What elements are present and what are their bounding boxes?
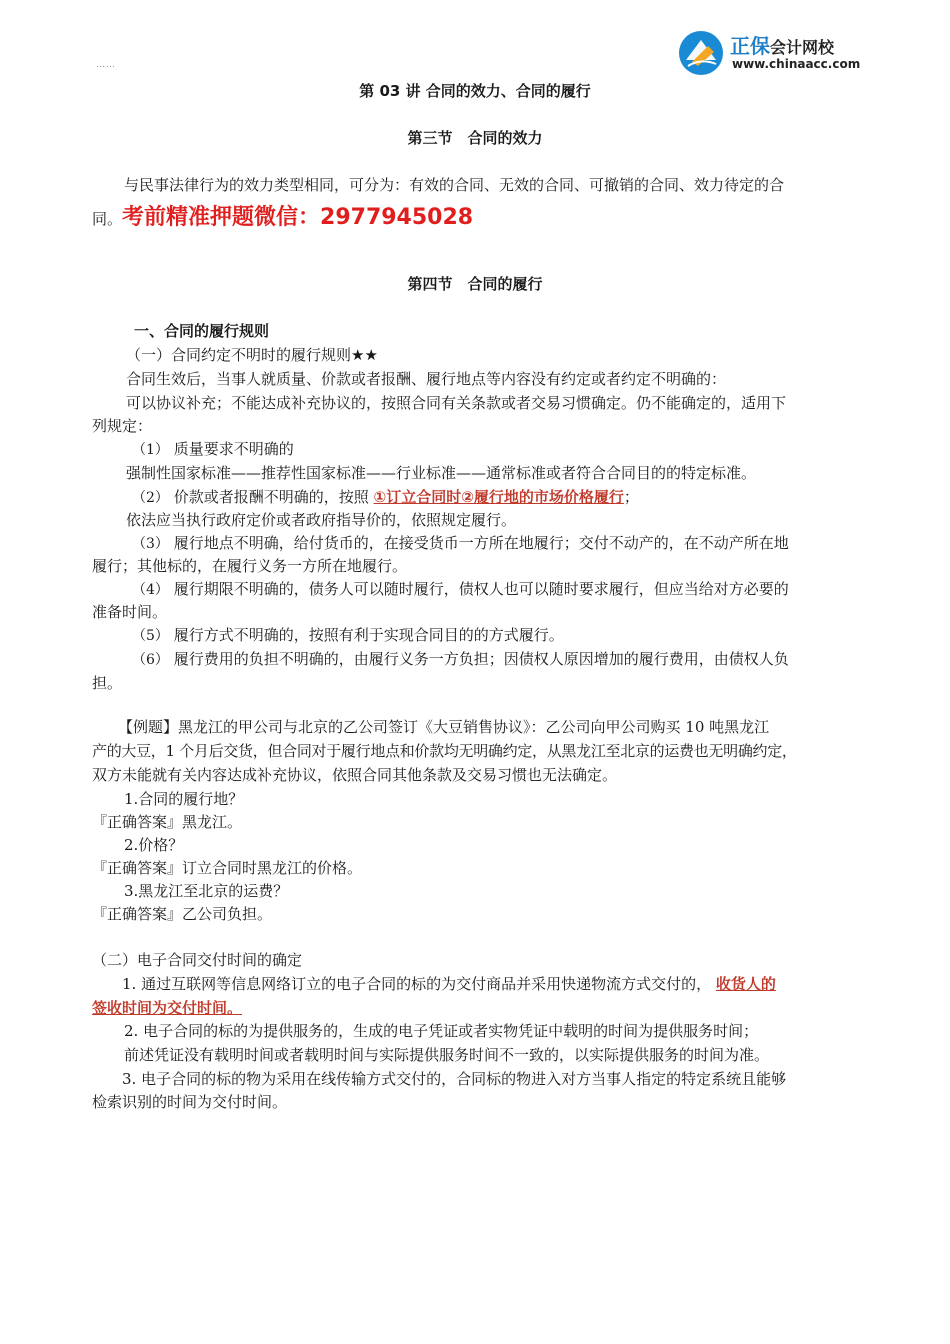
rule-2 xyxy=(132,486,639,507)
rule-5 xyxy=(132,624,564,645)
example-line1: 【例题】黑龙江的甲公司与北京的乙公司签订《大豆销售协议》：乙公司向甲公司购买 10 吨黑龙江 xyxy=(118,718,770,736)
subheading-unclear-rules: （一）合同约定不明时的履行规则★★ xyxy=(126,346,378,364)
rule-2-num: （2） xyxy=(132,490,169,506)
example-answer-1: 『正确答案』黑龙江。 xyxy=(92,813,243,831)
rule-3 xyxy=(132,532,789,553)
intro-line2: 可以协议补充；不能达成补充协议的，按照合同有关条款或者交易习惯确定。仍不能确定的，适用下 xyxy=(126,394,787,412)
intro-line1: 合同生效后，当事人就质量、价款或者报酬、履行地点等内容没有约定或者约定不明确的： xyxy=(126,370,727,388)
rule-3-line1: 履行地点不明确，给付货币的，在接受货币一方所在地履行；交付不动产的，在不动产所在地 xyxy=(173,534,789,552)
lecture-title: 第 03 讲 合同的效力、合同的履行 xyxy=(359,82,591,100)
section3-paragraph-line2-text: 同。 xyxy=(92,210,123,228)
rule-4-num: （4） xyxy=(132,582,169,598)
section4-title: 第四节 合同的履行 xyxy=(407,275,543,293)
rule-4-line2: 准备时间。 xyxy=(92,603,168,621)
electronic-item-1-highlight2: 签收时间为交付时间。 xyxy=(92,999,243,1017)
logo xyxy=(678,28,868,76)
logo-brand: 正保 xyxy=(730,34,770,58)
rule-4-line1: 履行期限不明确的，债务人可以随时履行，债权人也可以随时要求履行，但应当给对方必要的 xyxy=(173,580,789,598)
example-answer-3: 『正确答案』乙公司负担。 xyxy=(92,905,273,923)
rule-6 xyxy=(132,648,789,669)
intro-line3: 列规定： xyxy=(92,417,153,435)
rule-6-num: （6） xyxy=(132,652,169,668)
electronic-item-3-line2: 检索识别的时间为交付时间。 xyxy=(92,1093,288,1111)
promo-text: 考前精准押题微信：2977945028 xyxy=(122,205,474,230)
rule-1-num: （1） xyxy=(132,442,169,458)
electronic-item-2-line2: 前述凭证没有载明时间或者载明时间与实际提供服务时间不一致的，以实际提供服务的时间为准。 xyxy=(124,1046,770,1064)
electronic-item-1-text: 1. 通过互联网等信息网络订立的电子合同的标的为交付商品并采用快递物流方式交付的， xyxy=(122,975,712,993)
heading-performance-rules: 一、合同的履行规则 xyxy=(134,322,270,340)
electronic-item-2-line1: 2. 电子合同的标的为提供服务的，生成的电子凭证或者实物凭证中载明的时间为提供服务时间； xyxy=(124,1022,759,1040)
rule-5-num: （5） xyxy=(132,628,169,644)
rule-5-text: 履行方式不明确的，按照有利于实现合同目的的方式履行。 xyxy=(173,626,564,644)
example-question-1: 1.合同的履行地？ xyxy=(124,790,244,808)
rule-2-detail: 依法应当执行政府定价或者政府指导价的，依照规定履行。 xyxy=(126,511,517,529)
example-line3: 双方未能就有关内容达成补充协议，依照合同其他条款及交易习惯也无法确定。 xyxy=(92,766,618,784)
rule-2-text: 价款或者报酬不明确的，按照 xyxy=(173,488,369,506)
rule-4 xyxy=(132,578,789,599)
section3-paragraph-line2 xyxy=(92,200,473,231)
electronic-item-1-highlight1: 收货人的 xyxy=(715,975,776,993)
example-line2: 产的大豆，1 个月后交货，但合同对于履行地点和价款均无明确约定，从黑龙江至北京的运费也无明确约定， xyxy=(92,742,797,760)
example-question-2: 2.价格？ xyxy=(124,836,184,854)
logo-brand-sub: 会计网校 xyxy=(770,38,835,57)
rule-1 xyxy=(132,438,294,459)
electronic-title: （二）电子合同交付时间的确定 xyxy=(92,951,303,969)
rule-3-num: （3） xyxy=(132,536,169,552)
header-smudge: …… xyxy=(96,60,116,70)
rule-2-highlight: ①订立合同时②履行地的市场价格履行 xyxy=(373,488,624,506)
section3-title: 第三节 合同的效力 xyxy=(407,129,543,147)
electronic-item-1 xyxy=(122,973,776,994)
rule-1-detail: 强制性国家标准——推荐性国家标准——行业标准——通常标准或者符合合同目的的特定标准。 xyxy=(126,464,757,482)
logo-url: www.chinaacc.com xyxy=(732,57,861,71)
rule-3-line2: 履行；其他标的，在履行义务一方所在地履行。 xyxy=(92,557,408,575)
rule-6-line2: 担。 xyxy=(92,674,123,692)
rule-6-line1: 履行费用的负担不明确的，由履行义务一方负担；因债权人原因增加的履行费用，由债权人负 xyxy=(173,650,789,668)
electronic-item-3-line1: 3. 电子合同的标的物为采用在线传输方式交付的，合同标的物进入对方当事人指定的特定系统且能够 xyxy=(122,1070,787,1088)
example-question-3: 3.黑龙江至北京的运费？ xyxy=(124,882,289,900)
logo-emblem-icon xyxy=(678,30,724,76)
example-answer-2: 『正确答案』订立合同时黑龙江的价格。 xyxy=(92,859,363,877)
rule-1-text: 质量要求不明确的 xyxy=(173,440,294,458)
section3-paragraph-line1: 与民事法律行为的效力类型相同，可分为：有效的合同、无效的合同、可撤销的合同、效力待定的合 xyxy=(124,176,785,194)
rule-2-end: ； xyxy=(623,488,639,506)
